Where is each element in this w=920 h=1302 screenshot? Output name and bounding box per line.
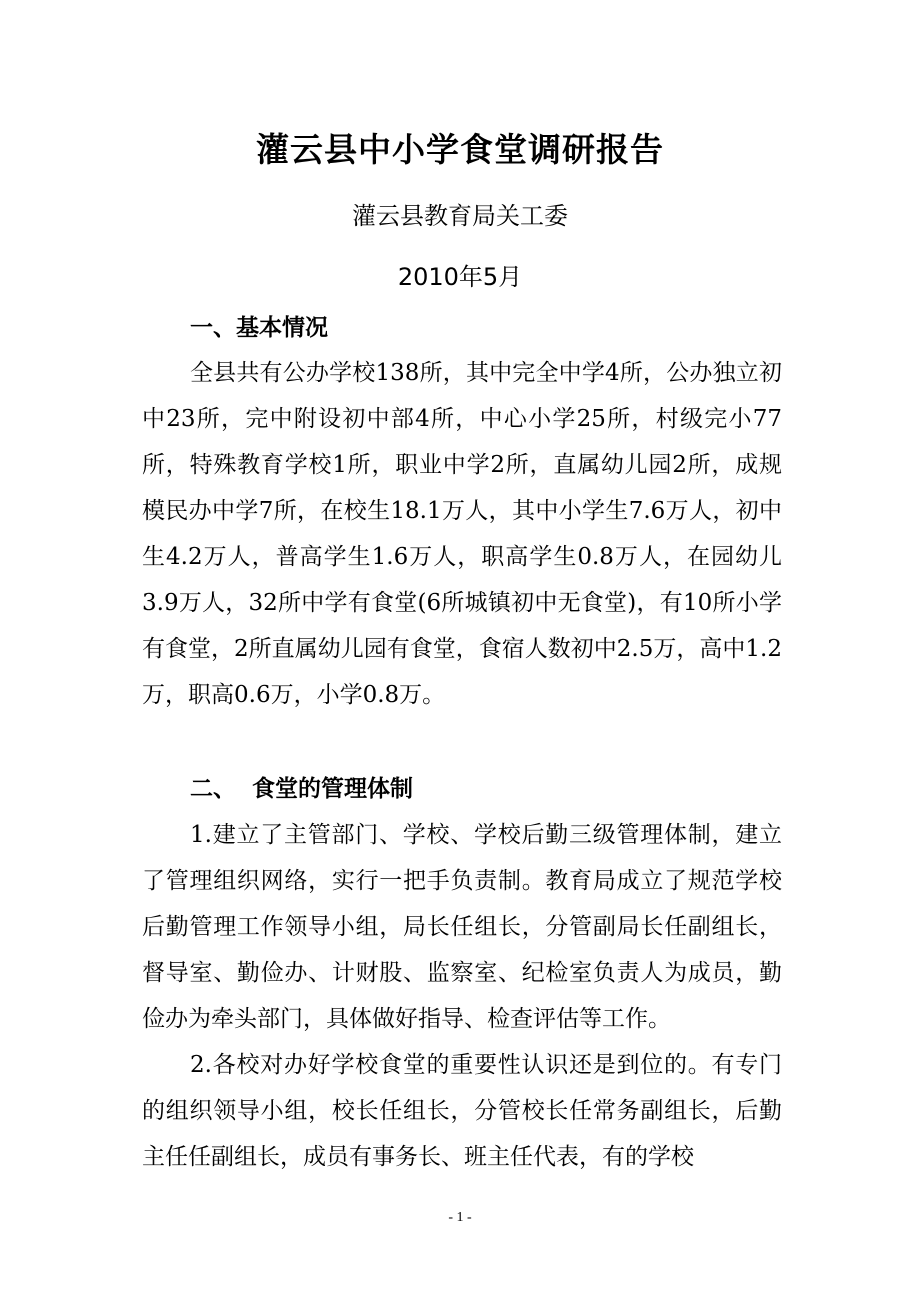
paragraph-management-2: 2.各校对办好学校食堂的重要性认识还是到位的。有专门的组织领导小组，校长任组长，分管校长任常务副组长，后勤主任任副组长，成员有事务长、班主任代表，有的学校 bbox=[142, 1052, 782, 1170]
paragraph-management-1: 1.建立了主管部门、学校、学校后勤三级管理体制，建立了管理组织网络，实行一把手负责制。教育局成立了规范学校后勤管理工作领导小组，局长任组长，分管副局长任副组长，督导室、勤俭办、计财股、监察室、纪检室负责人为成员，勤俭办为牵头部门，具体做好指导、检查评估等工作。 bbox=[142, 822, 782, 1032]
document-author: 灌云县教育局关工委 bbox=[352, 202, 568, 230]
paragraph-basic-info: 全县共有公办学校138所，其中完全中学4所，公办独立初中23所，完中附设初中部4所，中心小学25所，村级完小77所，特殊教育学校1所，职业中学2所，直属幼儿园2所，成规模民办中学7所，在校生18.1万人，其中小学生7.6万人，初中生4.2万人，普高学生1.6万人，职高学生0.8万人，在园幼儿3.9万人，32所中学有食堂(6所城镇初中无食堂)，有10所小学有食堂，2所直属幼儿园有食堂，食宿人数初中2.5万，高中1.2万，职高0.6万，小学0.8万。 bbox=[142, 360, 782, 708]
document-date: 2010年5月 bbox=[397, 263, 523, 291]
page-number: - 1 - bbox=[448, 1210, 472, 1225]
section-heading-management: 二、 食堂的管理体制 bbox=[190, 776, 414, 802]
section-heading-basic-info: 一、基本情况 bbox=[190, 315, 328, 341]
document-title: 灌云县中小学食堂调研报告 bbox=[256, 130, 664, 169]
